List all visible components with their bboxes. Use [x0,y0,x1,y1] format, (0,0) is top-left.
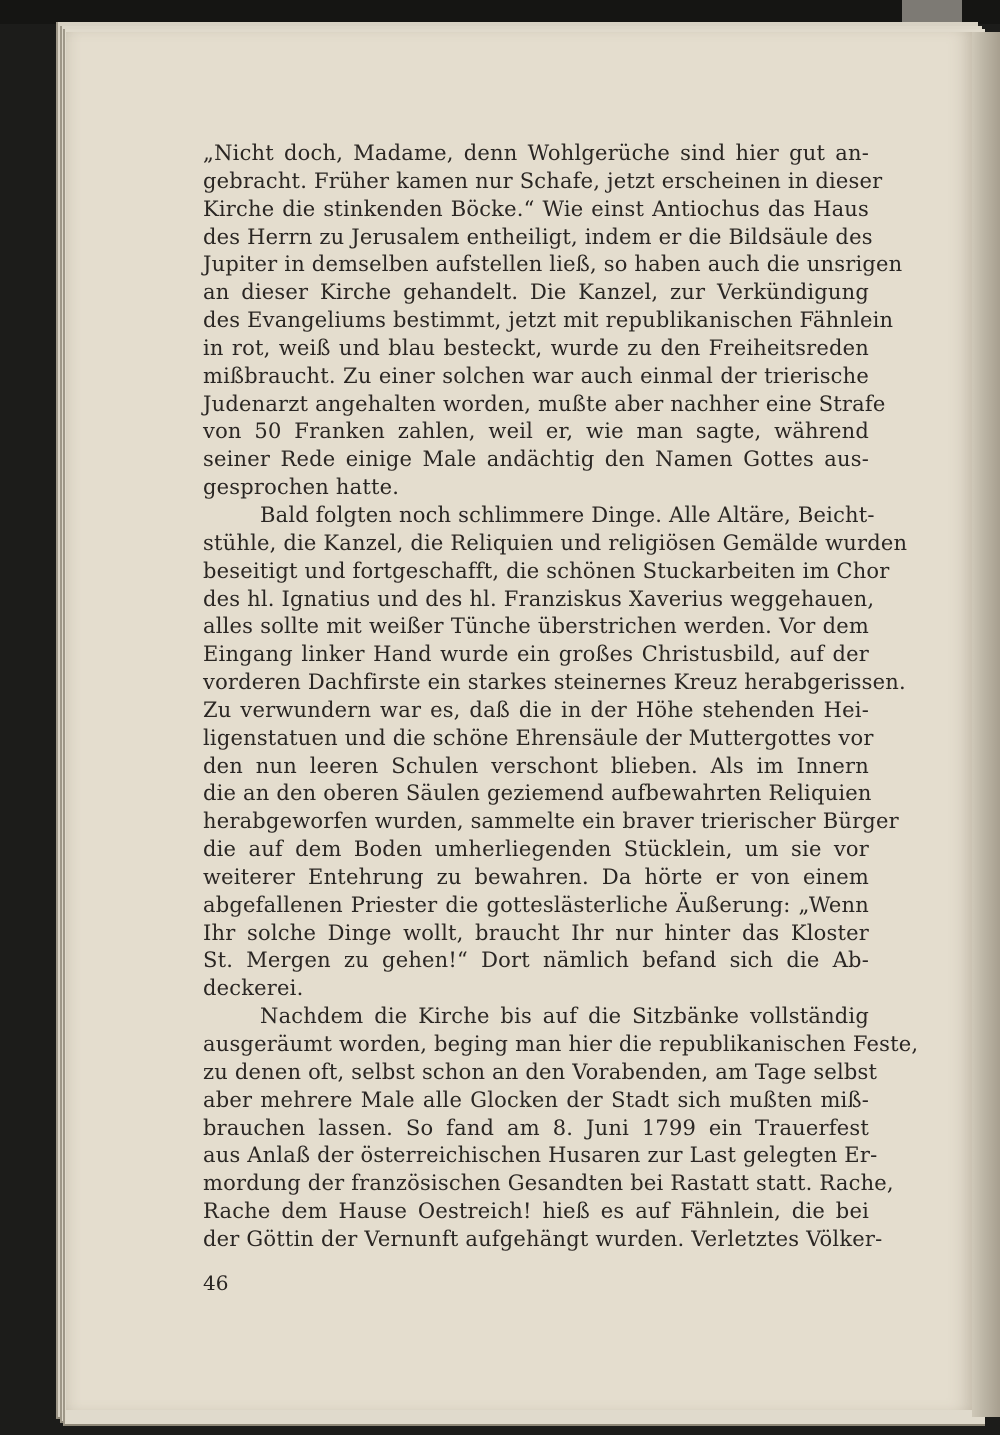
text-line: herabgeworfen wurden, sammelte ein braver trierischer Bürger [203,809,899,834]
text-line: Judenarzt angehalten worden, mußte aber nachher eine Strafe [203,391,886,416]
text-line: beseitigt und fortgeschafft, die schönen Stuckarbeiten im Chor [203,558,890,583]
text-line: des hl. Ignatius und des hl. Franziskus Xaverius weggehauen, [203,586,875,611]
text-line: von 50 Franken zahlen, weil er, wie man sagte, während [203,419,869,444]
body-text [203,140,919,1254]
text-line: mißbraucht. Zu einer solchen war auch einmal der trierische [203,363,869,388]
text-line: ligenstatuen und die schöne Ehrensäule der Muttergottes vor [203,725,874,750]
text-line: die an den oberen Säulen geziemend aufbewahrten Reliquien [203,781,872,806]
text-line: an dieser Kirche gehandelt. Die Kanzel, zur Verkündigung [203,280,869,305]
text-line: des Herrn zu Jerusalem entheiligt, indem er die Bildsäule des [203,224,873,249]
text-line: seiner Rede einige Male andächtig den Namen Gottes aus- [203,447,869,472]
text-line: weiterer Entehrung zu bewahren. Da hörte er von einem [203,864,869,889]
text-line: St. Mergen zu gehen!“ Dort nämlich befand sich die Ab- [203,948,869,973]
text-line: abgefallenen Priester die gotteslästerliche Äußerung: „Wenn [203,892,869,917]
text-line: gebracht. Früher kamen nur Schafe, jetzt erscheinen in dieser [203,168,883,193]
book-gutter [972,32,1000,1417]
text-line: Rache dem Hause Oestreich! hieß es auf Fähnlein, die bei [203,1199,869,1224]
text-line: Bald folgten noch schlimmere Dinge. Alle Altäre, Beicht- [260,502,875,527]
text-line: Kirche die stinkenden Böcke.“ Wie einst Antiochus das Haus [203,196,869,221]
text-line: in rot, weiß und blau besteckt, wurde zu den Freiheitsreden [203,335,869,360]
text-line: Eingang linker Hand wurde ein großes Christusbild, auf der [203,642,869,667]
text-line: deckerei. [203,976,304,1001]
text-line: des Evangeliums bestimmt, jetzt mit republikanischen Fähnlein [203,308,894,333]
text-line: vorderen Dachfirste ein starkes steinernes Kreuz herabgerissen. [203,670,906,695]
text-line: „Nicht doch, Madame, denn Wohlgerüche sind hier gut an- [203,141,869,165]
page-number: 46 [203,1271,229,1295]
text-line: den nun leeren Schulen verschont blieben. Als im Innern [203,753,869,778]
text-line: mordung der französischen Gesandten bei Rastatt statt. Rache, [203,1171,894,1196]
text-line: zu denen oft, selbst schon an den Vorabenden, am Tage selbst [203,1059,878,1084]
text-line: Ihr solche Dinge wollt, braucht Ihr nur hinter das Kloster [203,920,869,945]
text-line: gesprochen hatte. [203,475,400,500]
text-line: die auf dem Boden umherliegenden Stücklein, um sie vor [203,837,869,862]
text-line: stühle, die Kanzel, die Reliquien und religiösen Gemälde wurden [203,530,908,555]
text-line: der Göttin der Vernunft aufgehängt wurden. Verletztes Völker- [203,1226,883,1251]
text-line: Nachdem die Kirche bis auf die Sitzbänke vollständig [260,1004,869,1029]
text-line: Jupiter in demselben aufstellen ließ, so haben auch die unsrigen [203,252,903,277]
scanner-background [0,0,1000,24]
text-line: alles sollte mit weißer Tünche überstrichen werden. Vor dem [203,614,869,639]
text-line: ausgeräumt worden, beging man hier die republikanischen Feste, [203,1032,919,1056]
text-line: Zu verwundern war es, daß die in der Höhe stehenden Hei- [203,697,869,722]
text-line: aus Anlaß der österreichischen Husaren zur Last gelegten Er- [203,1143,878,1168]
text-line: aber mehrere Male alle Glocken der Stadt sich mußten miß- [203,1087,869,1112]
text-line: brauchen lassen. So fand am 8. Juni 1799 ein Trauerfest [203,1115,869,1140]
